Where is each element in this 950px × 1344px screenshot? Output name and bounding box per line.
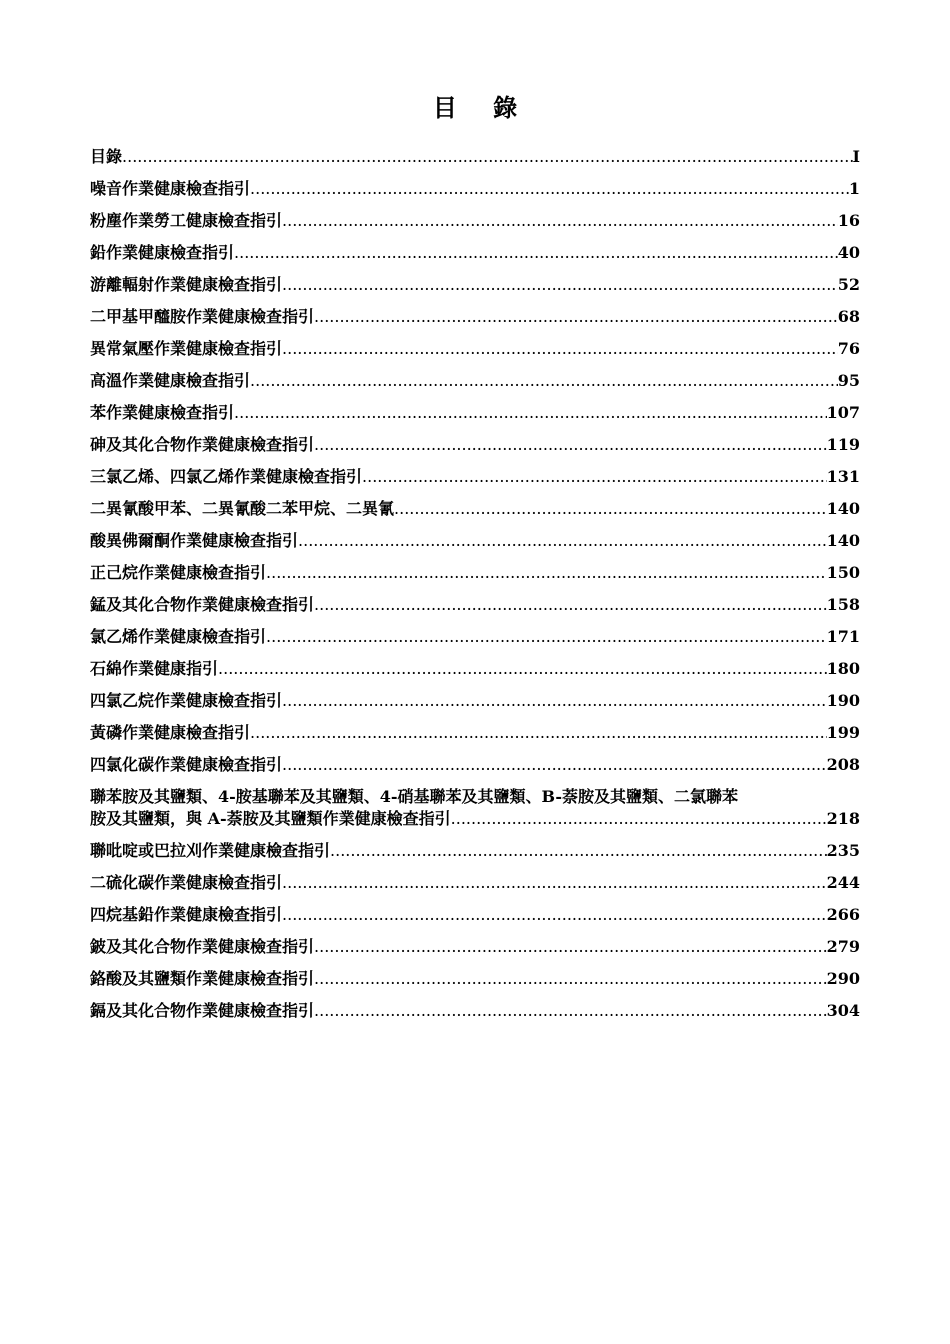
toc-entry[interactable] bbox=[90, 141, 860, 173]
toc-leader-dots bbox=[362, 461, 827, 493]
toc-entry[interactable] bbox=[90, 173, 860, 205]
toc-page-number: 304 bbox=[826, 1001, 860, 1020]
toc-entry[interactable] bbox=[90, 835, 860, 867]
toc-entry[interactable] bbox=[90, 653, 860, 685]
toc-page-number: 16 bbox=[837, 211, 860, 230]
toc-entry-label: 二異氰酸甲苯、二異氰酸二苯甲烷、二異氰 bbox=[90, 499, 395, 518]
toc-entry-label: 游離輻射作業健康檢查指引 bbox=[90, 275, 283, 294]
toc-page-number: 52 bbox=[837, 275, 860, 294]
toc-entry-label: 石綿作業健康指引 bbox=[90, 659, 219, 678]
toc-leader-dots bbox=[282, 205, 838, 237]
toc-page-number: 290 bbox=[826, 969, 860, 988]
toc-page-number: 190 bbox=[826, 691, 860, 710]
toc-leader-dots bbox=[394, 493, 827, 525]
toc-leader-dots bbox=[314, 931, 827, 963]
toc-entry-label: 砷及其化合物作業健康檢查指引 bbox=[90, 435, 315, 454]
toc-page-number: 131 bbox=[826, 467, 860, 486]
toc-entry-label: 鉻酸及其鹽類作業健康檢查指引 bbox=[90, 969, 315, 988]
toc-entry-label: 苯作業健康檢查指引 bbox=[90, 403, 235, 422]
toc-entry[interactable] bbox=[90, 749, 860, 781]
toc-entry[interactable] bbox=[90, 205, 860, 237]
toc-leader-dots bbox=[250, 173, 849, 205]
toc-leader-dots bbox=[250, 365, 838, 397]
toc-page-number: 95 bbox=[837, 371, 860, 390]
toc-entry[interactable] bbox=[90, 525, 860, 557]
toc-entry[interactable] bbox=[90, 557, 860, 589]
toc-entry[interactable] bbox=[90, 931, 860, 963]
toc-leader-dots bbox=[314, 429, 827, 461]
toc-entry-label: 酸異佛爾酮作業健康檢查指引 bbox=[90, 531, 299, 550]
toc-page-number: 40 bbox=[837, 243, 860, 262]
toc-leader-dots bbox=[314, 963, 827, 995]
toc-leader-dots bbox=[314, 995, 827, 1027]
toc-entry-label: 四烷基鉛作業健康檢查指引 bbox=[90, 905, 283, 924]
toc-page-number: 235 bbox=[826, 841, 860, 860]
toc-entry[interactable] bbox=[90, 621, 860, 653]
toc-page-number: 68 bbox=[837, 307, 860, 326]
toc-entry-label: 高溫作業健康檢查指引 bbox=[90, 371, 251, 390]
toc-leader-dots bbox=[298, 525, 827, 557]
toc-page-number: I bbox=[852, 147, 860, 166]
toc-entry[interactable] bbox=[90, 429, 860, 461]
toc-entry-label: 四氯化碳作業健康檢查指引 bbox=[90, 755, 283, 774]
toc-leader-dots bbox=[451, 808, 827, 830]
toc-entry-label: 噪音作業健康檢查指引 bbox=[90, 179, 251, 198]
toc-leader-dots bbox=[234, 237, 838, 269]
toc-page-number: 244 bbox=[826, 873, 860, 892]
toc-page-number: 107 bbox=[826, 403, 860, 422]
toc-page-number: 199 bbox=[826, 723, 860, 742]
toc-leader-dots bbox=[282, 333, 838, 365]
toc-entry-label: 錳及其化合物作業健康檢查指引 bbox=[90, 595, 315, 614]
toc-entry[interactable] bbox=[90, 589, 860, 621]
toc-entry[interactable] bbox=[90, 717, 860, 749]
toc-page-number: 140 bbox=[826, 499, 860, 518]
toc-leader-dots bbox=[282, 749, 827, 781]
toc-entry-label: 異常氣壓作業健康檢查指引 bbox=[90, 339, 283, 358]
toc-entry-label: 氯乙烯作業健康檢查指引 bbox=[90, 627, 267, 646]
toc-page-number: 279 bbox=[826, 937, 860, 956]
toc-page-number: 140 bbox=[826, 531, 860, 550]
toc-entry[interactable] bbox=[90, 685, 860, 717]
toc-entry-label: 二甲基甲醯胺作業健康檢查指引 bbox=[90, 307, 315, 326]
toc-leader-dots bbox=[282, 685, 827, 717]
toc-page-number: 266 bbox=[826, 905, 860, 924]
toc-entry[interactable] bbox=[90, 461, 860, 493]
toc-leader-dots bbox=[250, 717, 827, 749]
toc-entry-label: 鉛作業健康檢查指引 bbox=[90, 243, 235, 262]
toc-leader-dots bbox=[218, 653, 827, 685]
toc-entry-label: 胺及其鹽類，與 A-萘胺及其鹽類作業健康檢查指引 bbox=[90, 809, 451, 828]
toc-leader-dots bbox=[282, 269, 838, 301]
page-title: 目 錄 bbox=[432, 93, 532, 122]
toc-page-number: 208 bbox=[826, 755, 860, 774]
toc-page-number: 76 bbox=[837, 339, 860, 358]
toc-entry-label: 四氯乙烷作業健康檢查指引 bbox=[90, 691, 283, 710]
toc-entry[interactable] bbox=[90, 333, 860, 365]
toc-entry[interactable] bbox=[90, 269, 860, 301]
toc-entry[interactable] bbox=[90, 365, 860, 397]
toc-page-number: 119 bbox=[826, 435, 860, 454]
toc-entry-label: 鈹及其化合物作業健康檢查指引 bbox=[90, 937, 315, 956]
toc-entry-label: 聯吡啶或巴拉刈作業健康檢查指引 bbox=[90, 841, 331, 860]
toc-leader-dots bbox=[122, 141, 853, 173]
toc-leader-dots bbox=[330, 835, 827, 867]
toc-leader-dots bbox=[282, 899, 827, 931]
toc-entry-label: 黃磷作業健康檢查指引 bbox=[90, 723, 251, 742]
toc-leader-dots bbox=[234, 397, 827, 429]
toc-entry-label: 正己烷作業健康檢查指引 bbox=[90, 563, 267, 582]
toc-entry[interactable] bbox=[90, 963, 860, 995]
toc-entry[interactable] bbox=[90, 493, 860, 525]
toc-page-number: 218 bbox=[826, 809, 860, 828]
toc-page-number: 180 bbox=[826, 659, 860, 678]
toc-entry-label: 鎘及其化合物作業健康檢查指引 bbox=[90, 1001, 315, 1020]
toc-entry-label: 三氯乙烯、四氯乙烯作業健康檢查指引 bbox=[90, 467, 363, 486]
toc-leader-dots bbox=[314, 589, 827, 621]
toc-entry[interactable] bbox=[90, 867, 860, 899]
table-of-contents bbox=[90, 141, 860, 1027]
toc-entry[interactable] bbox=[90, 301, 860, 333]
toc-entry[interactable] bbox=[90, 899, 860, 931]
toc-page-number: 158 bbox=[826, 595, 860, 614]
toc-page-number: 150 bbox=[826, 563, 860, 582]
toc-leader-dots bbox=[266, 557, 827, 589]
toc-page-number: 1 bbox=[848, 179, 860, 198]
toc-entry-label: 二硫化碳作業健康檢查指引 bbox=[90, 873, 283, 892]
toc-leader-dots bbox=[282, 867, 827, 899]
toc-page-number: 171 bbox=[826, 627, 860, 646]
toc-entry-label: 粉塵作業勞工健康檢查指引 bbox=[90, 211, 283, 230]
toc-entry-label-line1: 聯苯胺及其鹽類、4-胺基聯苯及其鹽類、4-硝基聯苯及其鹽類、B-萘胺及其鹽類、二氯聯苯 bbox=[90, 787, 739, 806]
toc-entry[interactable] bbox=[90, 995, 860, 1027]
toc-entry[interactable] bbox=[90, 397, 860, 429]
toc-entry[interactable] bbox=[90, 237, 860, 269]
toc-entry-multiline[interactable] bbox=[90, 781, 860, 835]
toc-entry-label: 目錄 bbox=[90, 147, 123, 166]
toc-leader-dots bbox=[266, 621, 827, 653]
toc-leader-dots bbox=[314, 301, 838, 333]
